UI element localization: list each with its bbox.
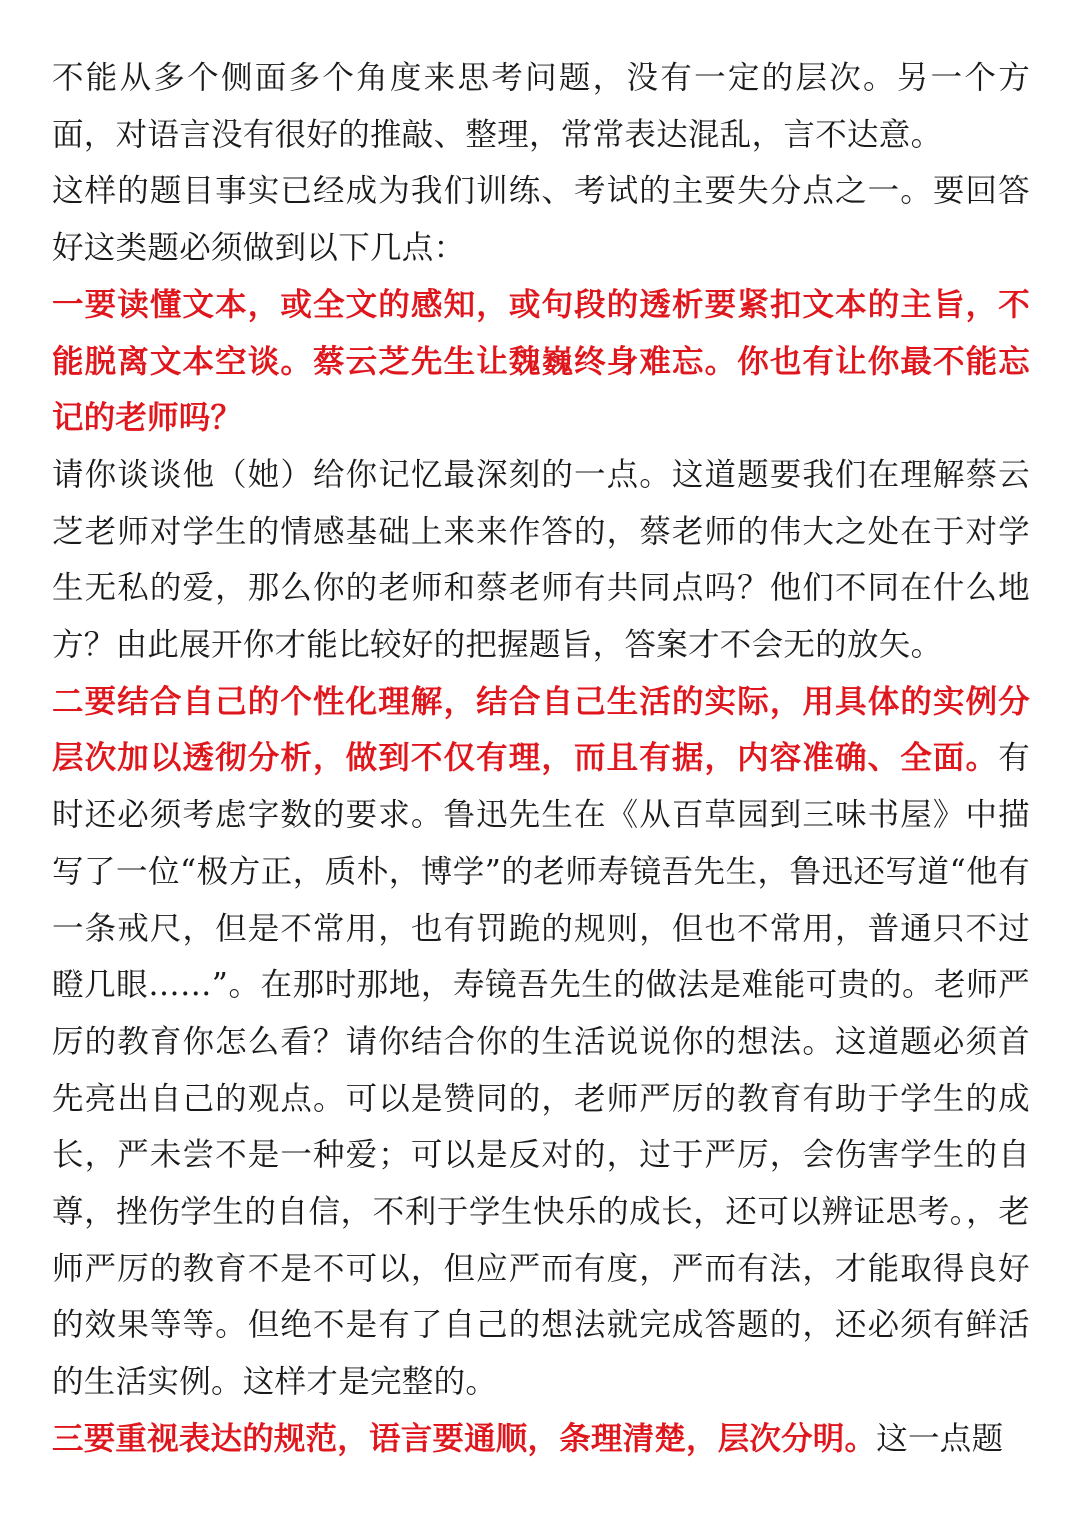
paragraph-intro [52, 50, 1030, 163]
paragraph-text: 不能从多个侧面多个角度来思考问题，没有一定的层次。另一个方面，对语言没有很好的推敲、整理，常常表达混乱，言不达意。 [52, 60, 1030, 153]
highlighted-heading: 二要结合自己的个性化理解，结合自己生活的实际，用具体的实例分层次加以透彻分析，做到不仅有理，而且有据，内容准确、全面。 [52, 683, 1030, 777]
paragraph-text: 有时还必须考虑字数的要求。鲁迅先生在《从百草园到三味书屋》中描写了一位“极方正，质朴，博学”的老师寿镜吾先生，鲁迅还写道“他有一条戒尺，但是不常用，也有罚跪的规则，但也不常用，普通只不过瞪几眼……”。在那时那地，寿镜吾先生的做法是难能可贵的。老师严厉的教育你怎么看？请你结合你的生活说说你的想法。这道题必须首先亮出自己的观点。可以是赞同的，老师严厉的教育有助于学生的成长，严未尝不是一种爱；可以是反对的，过于严厉，会伤害学生的自尊，挫伤学生的自信，不利于学生快乐的成长，还可以辨证思考。，老师严厉的教育不是不可以，但应严而有度，严而有法，才能取得良好的效果等等。但绝不是有了自己的想法就完成答题的，还必须有鲜活的生活实例。这样才是完整的。 [52, 740, 1030, 1401]
paragraph-text: 这一点题 [876, 1420, 1004, 1457]
document-page [52, 50, 1030, 1468]
highlighted-heading: 一要读懂文本，或全文的感知，或句段的透析要紧扣文本的主旨，不能脱离文本空谈。蔡云芝先生让魏巍终身难忘。你也有让你最不能忘记的老师吗？ [52, 286, 1030, 437]
paragraph-point-three [52, 1411, 1030, 1468]
highlighted-heading: 三要重视表达的规范，语言要通顺，条理清楚，层次分明。 [52, 1420, 877, 1457]
paragraph-text: 这样的题目事实已经成为我们训练、考试的主要失分点之一。要回答好这类题必须做到以下几点： [52, 173, 1030, 267]
paragraph-text: 请你谈谈他（她）给你记忆最深刻的一点。这道题要我们在理解蔡云芝老师对学生的情感基础上来来作答的，蔡老师的伟大之处在于对学生无私的爱，那么你的老师和蔡老师有共同点吗？他们不同在什么地方？由此展开你才能比较好的把握题旨，答案才不会无的放矢。 [52, 456, 1030, 664]
paragraph-point-one-explanation [52, 447, 1030, 674]
paragraph-point-one [52, 277, 1030, 447]
paragraph-point-two [52, 674, 1030, 1411]
paragraph-requirements-lead [52, 163, 1030, 276]
